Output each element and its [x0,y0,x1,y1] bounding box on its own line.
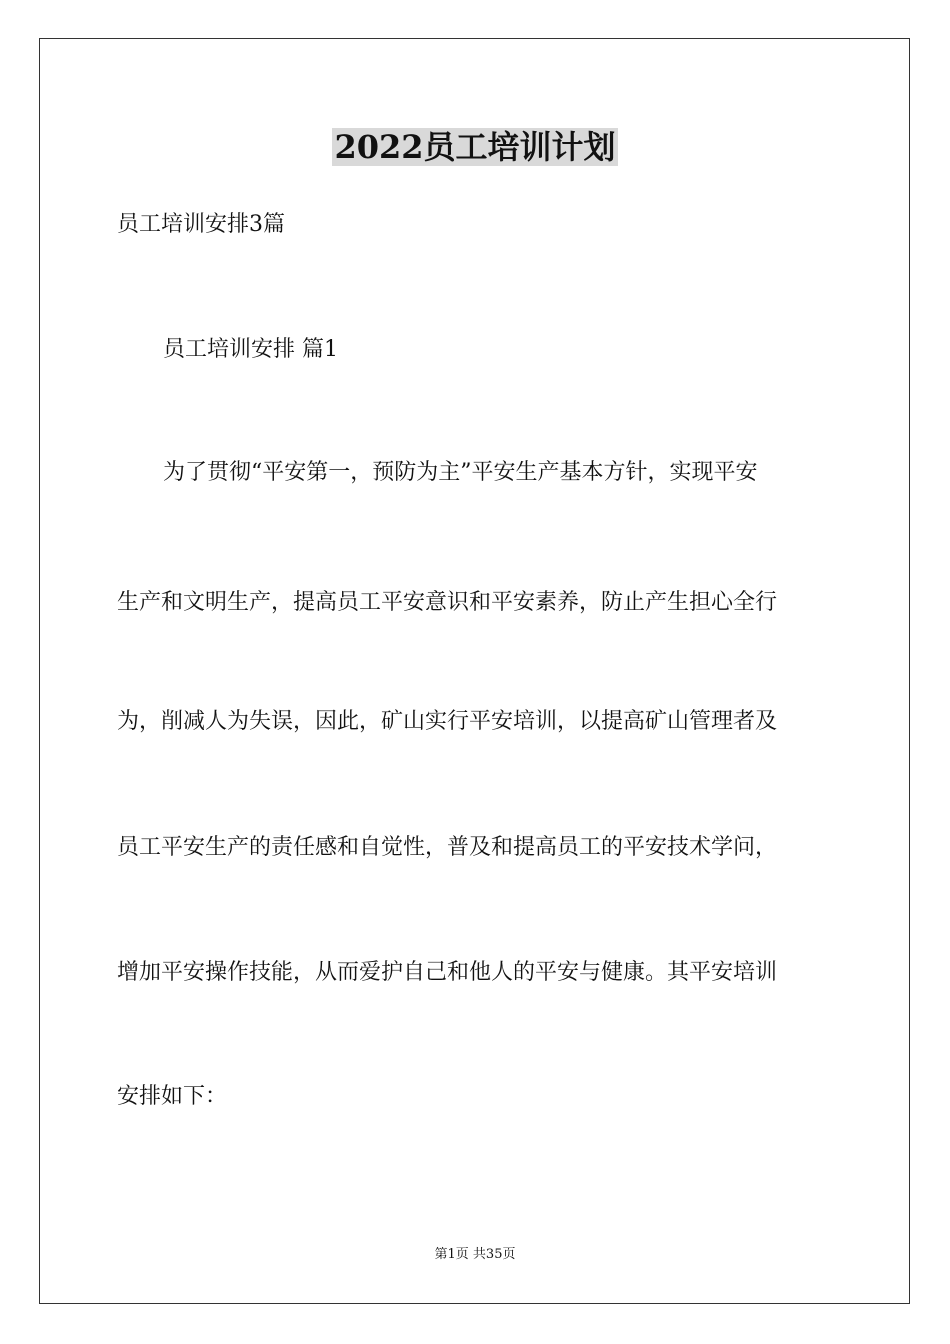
document-title [0,125,950,169]
body-line-3: 为，削减人为失误，因此，矿山实行平安培训，以提高矿山管理者及 [117,709,778,734]
document-title-text: 2022员工培训计划 [334,128,616,166]
section-heading: 员工培训安排 篇1 [163,337,338,362]
body-line-5: 增加平安操作技能，从而爱护自己和他人的平安与健康。其平安培训 [117,960,778,985]
body-line-6: 安排如下： [117,1084,228,1109]
body-line-4: 员工平安生产的责任感和自觉性，普及和提高员工的平安技术学问， [117,835,778,860]
body-line-2: 生产和文明生产，提高员工平安意识和平安素养，防止产生担心全行 [117,590,778,615]
document-subtitle: 员工培训安排3篇 [117,212,285,237]
body-line-1: 为了贯彻“平安第一，预防为主”平安生产基本方针，实现平安 [163,460,758,485]
page-footer: 第1页 共35页 [434,1247,516,1262]
